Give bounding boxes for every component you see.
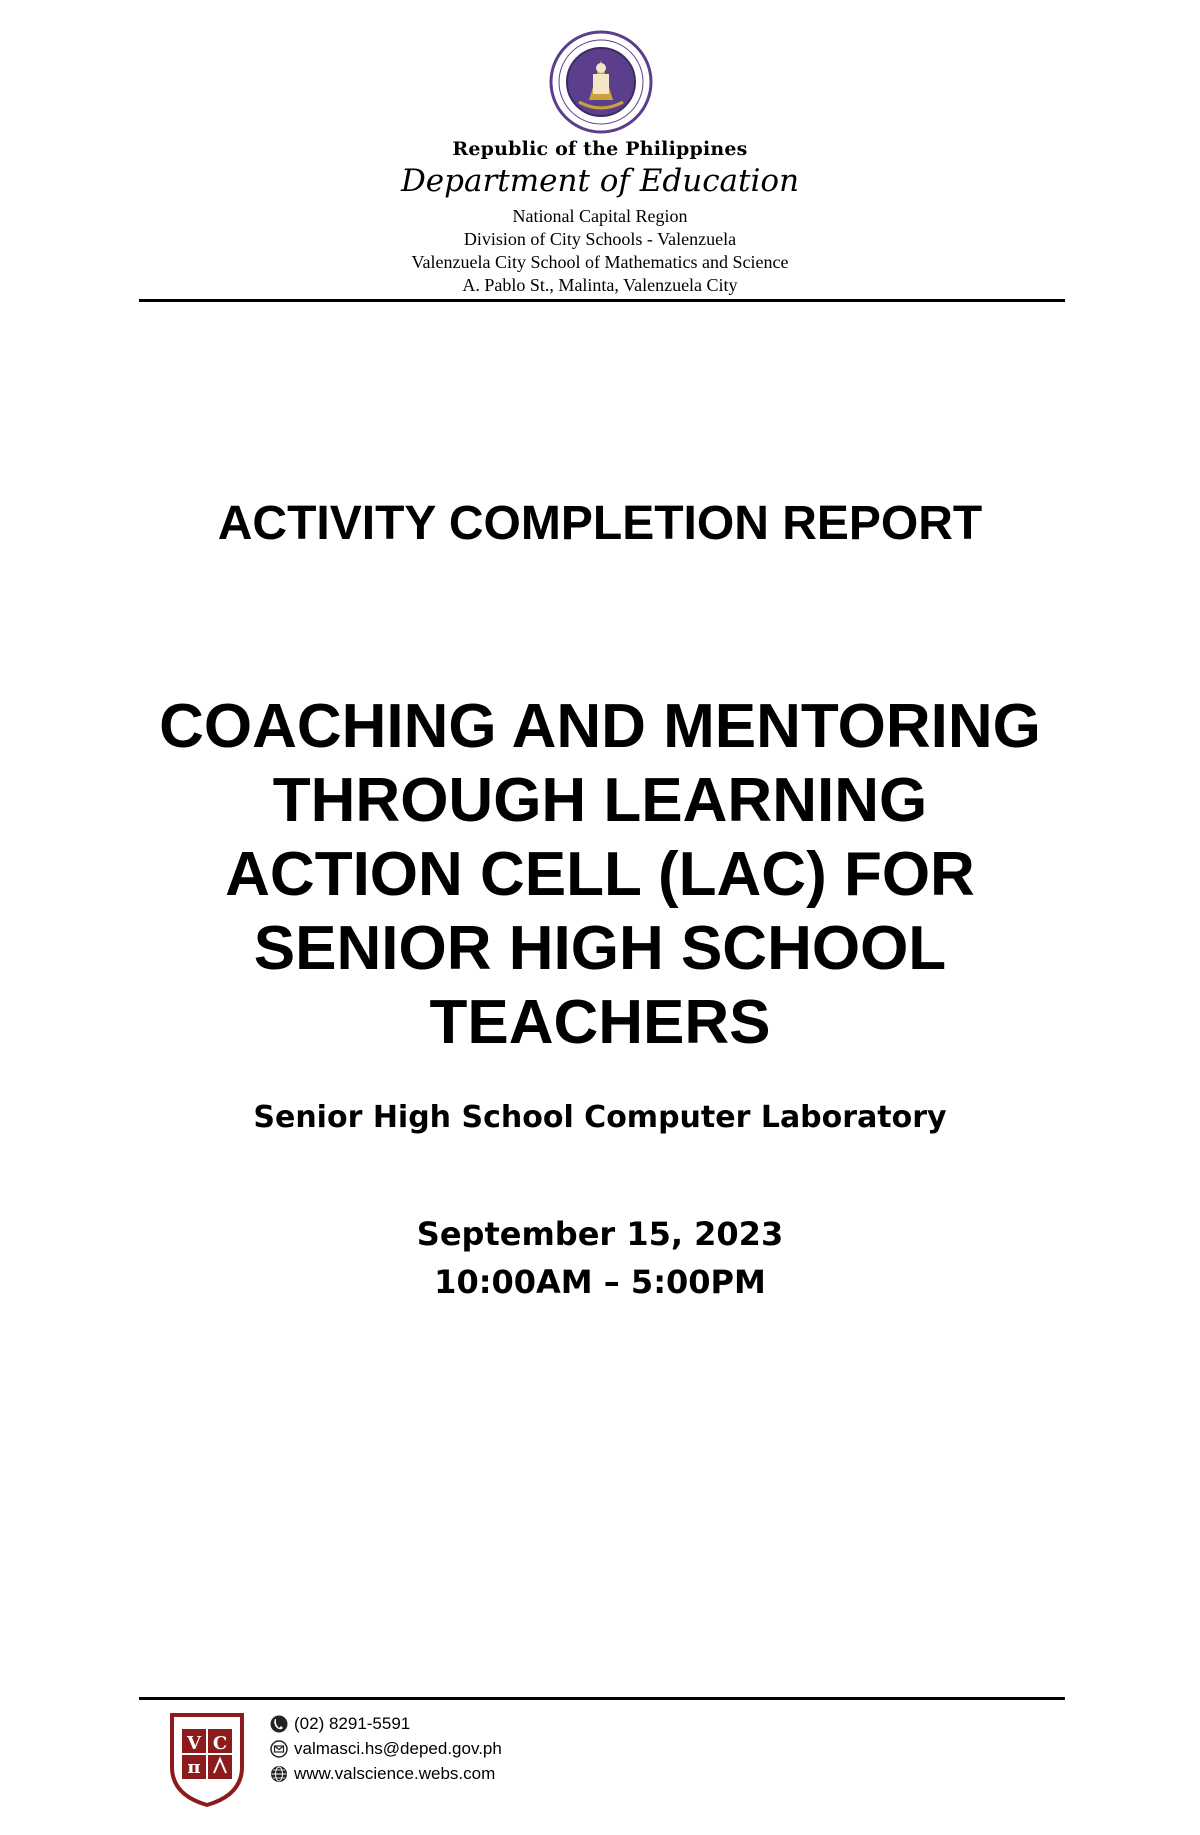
main-title-line: ACTION CELL (LAC) FOR <box>225 840 975 909</box>
address-line-street: A. Pablo St., Malinta, Valenzuela City <box>462 275 738 295</box>
address-line-region: National Capital Region <box>512 206 688 226</box>
email-icon <box>270 1740 288 1758</box>
report-title: ACTIVITY COMPLETION REPORT <box>217 497 983 550</box>
phone-number: (02) 8291-5591 <box>294 1714 411 1733</box>
contact-email <box>270 1738 502 1760</box>
main-title <box>100 690 1100 1060</box>
main-title-line: TEACHERS <box>429 988 771 1057</box>
contact-phone <box>270 1713 410 1735</box>
main-title-line: COACHING AND MENTORING <box>159 692 1041 761</box>
contact-website <box>270 1763 495 1785</box>
website-url[interactable]: www.valscience.webs.com <box>294 1764 496 1783</box>
phone-icon <box>270 1715 288 1733</box>
globe-icon <box>270 1765 288 1783</box>
address-line-school: Valenzuela City School of Mathematics and Science <box>411 252 789 272</box>
event-time: 10:00AM – 5:00PM <box>434 1263 766 1301</box>
address-line-division: Division of City Schools - Valenzuela <box>463 229 737 249</box>
main-title-line: SENIOR HIGH SCHOOL <box>253 914 947 983</box>
footer-divider <box>139 1697 1065 1700</box>
header-divider <box>139 299 1065 302</box>
svg-text:V: V <box>187 1733 201 1754</box>
venue: Senior High School Computer Laboratory <box>253 1100 947 1135</box>
school-logo-icon <box>168 1707 246 1807</box>
department-heading: Department of Education <box>400 163 800 199</box>
deped-seal-icon <box>549 30 653 134</box>
main-title-line: THROUGH LEARNING <box>272 766 928 835</box>
svg-text:C: C <box>212 1733 228 1754</box>
republic-heading: Republic of the Philippines <box>452 138 748 160</box>
email-address[interactable]: valmasci.hs@deped.gov.ph <box>294 1739 502 1758</box>
svg-text:π: π <box>187 1757 201 1778</box>
event-date: September 15, 2023 <box>416 1215 784 1253</box>
